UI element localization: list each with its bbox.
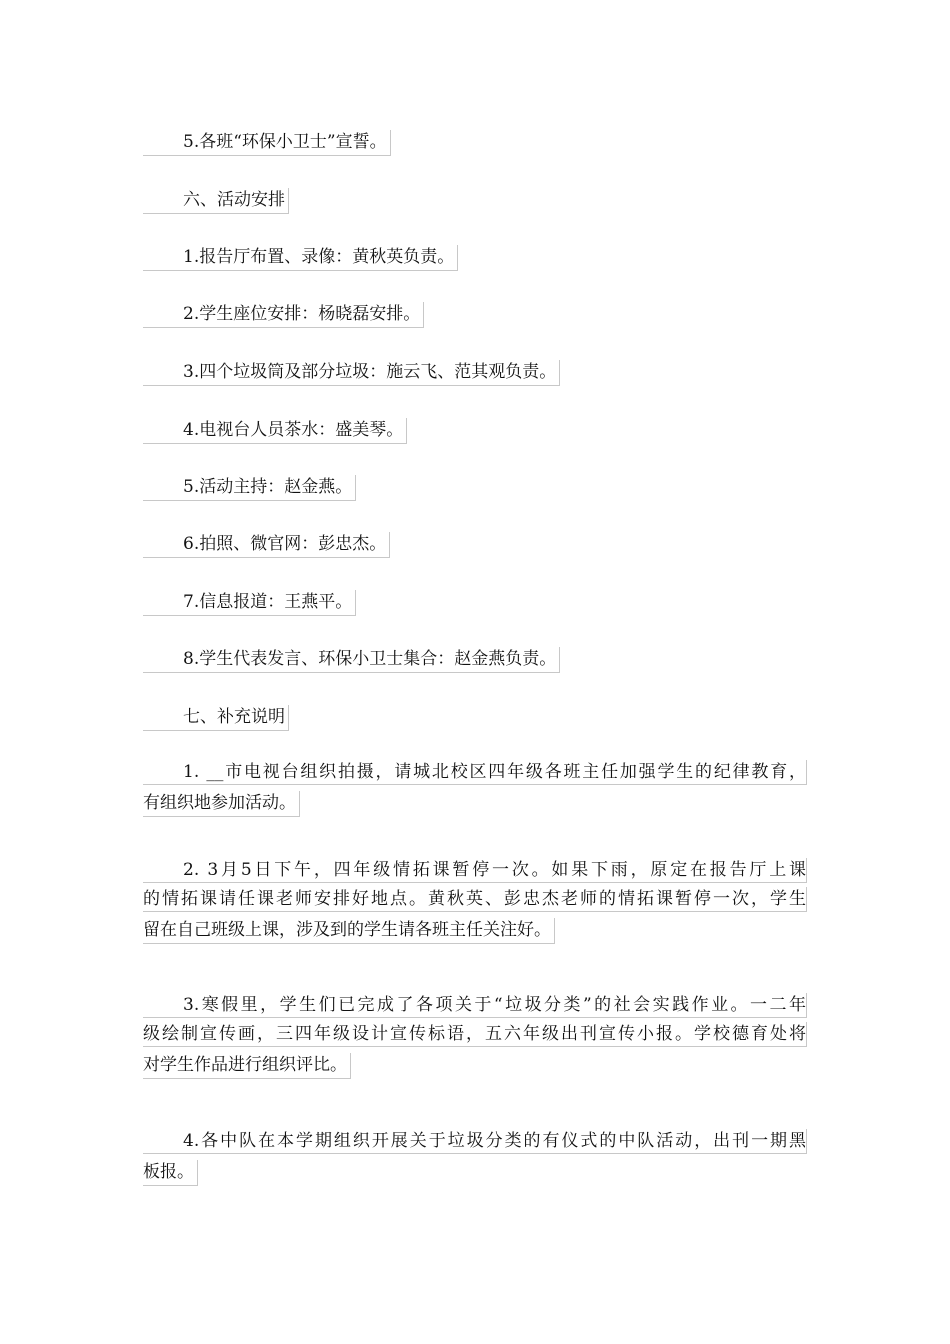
list-item xyxy=(143,416,807,445)
paragraph-line: 留在自己班级上课，涉及到的学生请各班主任关注好。 xyxy=(143,918,555,944)
paragraph-line: 1. __市电视台组织拍摄，请城北校区四年级各班主任加强学生的纪律教育， xyxy=(143,760,807,785)
paragraph-line: 4.电视台人员茶水：盛美琴。 xyxy=(143,418,407,444)
paragraph-line: 5.各班“环保小卫士”宣誓。 xyxy=(143,130,391,156)
list-item xyxy=(143,993,807,1080)
paragraph-line: 1.报告厅布置、录像：黄秋英负责。 xyxy=(143,245,458,271)
list-item xyxy=(143,530,807,559)
list-item xyxy=(143,473,807,502)
paragraph-line: 级绘制宣传画，三四年级设计宣传标语，五六年级出刊宣传小报。学校德育处将 xyxy=(143,1022,807,1047)
paragraph-line: 8.学生代表发言、环保小卫士集合：赵金燕负责。 xyxy=(143,647,560,673)
paragraph-line: 七、补充说明 xyxy=(143,705,289,731)
paragraph-line: 3.四个垃圾筒及部分垃圾：施云飞、范其观负责。 xyxy=(143,360,560,386)
paragraph-line: 对学生作品进行组织评比。 xyxy=(143,1053,351,1079)
list-item xyxy=(143,588,807,617)
paragraph-line: 4.各中队在本学期组织开展关于垃圾分类的有仪式的中队活动，出刊一期黑 xyxy=(143,1129,807,1154)
list-item xyxy=(143,128,807,157)
list-item xyxy=(143,358,807,387)
paragraph-line: 3.寒假里，学生们已完成了各项关于“垃圾分类”的社会实践作业。一二年 xyxy=(143,993,807,1018)
list-item xyxy=(143,645,807,674)
paragraph-line: 有组织地参加活动。 xyxy=(143,791,300,817)
paragraph-line: 六、活动安排 xyxy=(143,188,289,214)
paragraph-line: 板报。 xyxy=(143,1160,198,1186)
section-heading xyxy=(143,703,807,732)
paragraph-line: 5.活动主持：赵金燕。 xyxy=(143,475,356,501)
paragraph-line: 2. 3月5日下午，四年级情拓课暂停一次。如果下雨，原定在报告厅上课 xyxy=(143,858,807,883)
paragraph-line: 2.学生座位安排：杨晓磊安排。 xyxy=(143,302,424,328)
list-item xyxy=(143,243,807,272)
paragraph-line: 7.信息报道：王燕平。 xyxy=(143,590,356,616)
list-item xyxy=(143,760,807,818)
list-item xyxy=(143,300,807,329)
section-heading xyxy=(143,186,807,215)
list-item xyxy=(143,858,807,945)
paragraph-line: 6.拍照、微官网：彭忠杰。 xyxy=(143,532,390,558)
paragraph-line: 的情拓课请任课老师安排好地点。黄秋英、彭忠杰老师的情拓课暂停一次，学生 xyxy=(143,887,807,912)
list-item xyxy=(143,1129,807,1187)
